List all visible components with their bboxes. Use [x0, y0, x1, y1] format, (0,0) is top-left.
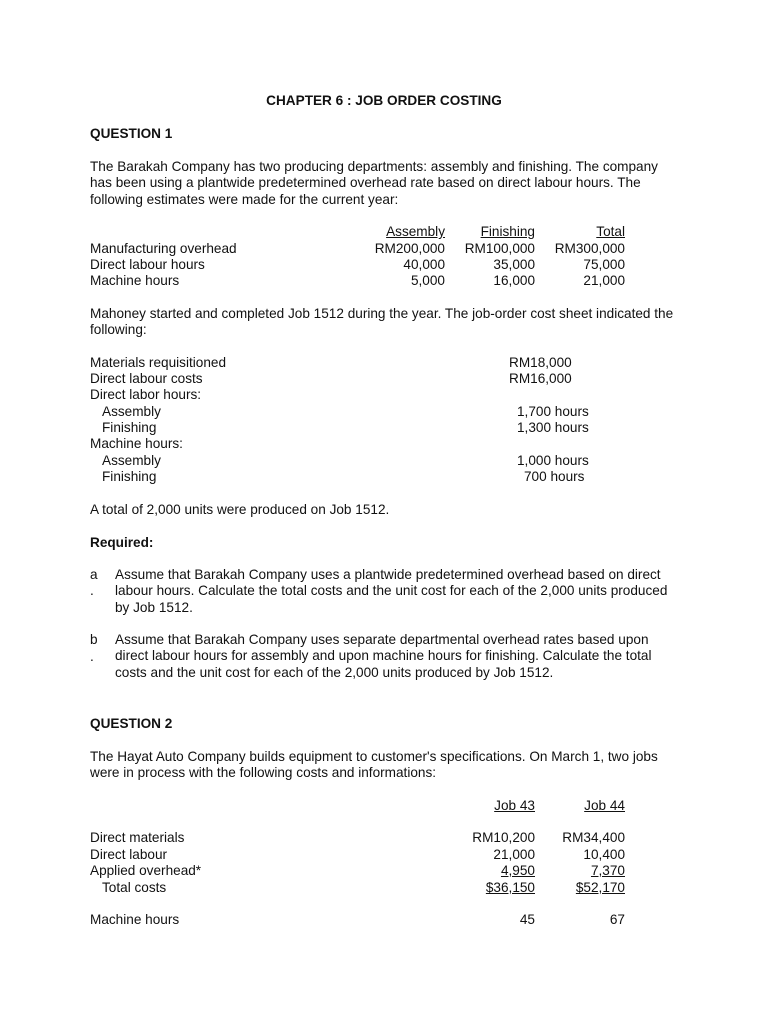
- job-table-cell: $52,170: [575, 880, 625, 895]
- cost-sheet-label: Finishing: [102, 420, 157, 435]
- job-table-cell: 7,370: [590, 863, 625, 878]
- requirement-b-marker: b: [90, 632, 98, 647]
- cost-sheet-label: Materials requisitioned: [90, 355, 227, 370]
- cost-sheet-label: Assembly: [102, 404, 161, 419]
- job-table-cell: 10,400: [583, 847, 625, 862]
- question-2-intro: The Hayat Auto Company builds equipment to customer's specifications. On March 1, two jobs were in process with the following costs and informations:: [90, 749, 658, 781]
- cost-sheet-value: 700 hours: [524, 469, 585, 484]
- cost-sheet-value: 1,000 hours: [517, 453, 589, 468]
- estimates-header-total: Total: [596, 224, 625, 239]
- question-2-heading: QUESTION 2: [90, 716, 173, 731]
- page-title: CHAPTER 6 : JOB ORDER COSTING: [266, 93, 502, 108]
- requirement-a-marker: a: [90, 567, 98, 582]
- requirement-b-dot: .: [90, 649, 94, 664]
- units-produced-text: A total of 2,000 units were produced on Job 1512.: [90, 502, 390, 517]
- estimates-cell: RM100,000: [464, 241, 535, 256]
- cost-sheet-label: Assembly: [102, 453, 161, 468]
- estimates-cell: 35,000: [493, 257, 535, 272]
- estimates-header-assembly: Assembly: [386, 224, 445, 239]
- job-44-header: Job 44: [584, 798, 625, 813]
- estimates-row-label: Manufacturing overhead: [90, 241, 237, 256]
- machine-hours-label: Machine hours: [90, 912, 180, 927]
- estimates-header-finishing: Finishing: [480, 224, 535, 239]
- estimates-cell: 21,000: [583, 273, 625, 288]
- requirement-b-text: Assume that Barakah Company uses separate departmental overhead rates based upon direct labour hours for assembly and upon machine hours for finishing. Calculate the total costs and the unit cost for each of the 2,000 units produced by Job 1512.: [115, 632, 652, 680]
- job-table-label: Direct materials: [90, 830, 185, 845]
- requirement-a-dot: .: [90, 583, 94, 598]
- estimates-cell: 5,000: [410, 273, 445, 288]
- estimates-cell: 75,000: [583, 257, 625, 272]
- estimates-cell: RM200,000: [374, 241, 445, 256]
- required-label: Required:: [90, 535, 154, 550]
- estimates-cell: 40,000: [403, 257, 445, 272]
- question-1-heading: QUESTION 1: [90, 126, 173, 141]
- question-1-intro: The Barakah Company has two producing departments: assembly and finishing. The company has been using a plantwide predetermined overhead rate based on direct labour hours. The following estimates were made for the current year:: [90, 159, 658, 207]
- cost-sheet-label: Machine hours:: [90, 436, 183, 451]
- job-table-cell: 21,000: [493, 847, 535, 862]
- job-table-cell: RM34,400: [562, 830, 625, 845]
- cost-sheet-label: Direct labour costs: [90, 371, 203, 386]
- estimates-row-label: Direct labour hours: [90, 257, 205, 272]
- cost-sheet-value: 1,700 hours: [517, 404, 589, 419]
- estimates-row-label: Machine hours: [90, 273, 180, 288]
- estimates-cell: RM300,000: [554, 241, 625, 256]
- job-1512-intro: Mahoney started and completed Job 1512 during the year. The job-order cost sheet indicated the following:: [90, 306, 674, 338]
- cost-sheet-value: RM18,000: [509, 355, 572, 370]
- machine-hours-cell: 45: [519, 912, 535, 927]
- job-table-cell: 4,950: [500, 863, 535, 878]
- requirement-a-text: Assume that Barakah Company uses a plantwide predetermined overhead based on direct labour hours. Calculate the total costs and the unit cost for each of the 2,000 units produced by Job 1512.: [115, 567, 668, 615]
- cost-sheet-label: Finishing: [102, 469, 157, 484]
- job-table-cell: $36,150: [485, 880, 535, 895]
- machine-hours-cell: 67: [609, 912, 625, 927]
- estimates-cell: 16,000: [493, 273, 535, 288]
- cost-sheet-value: RM16,000: [509, 371, 572, 386]
- cost-sheet-label: Direct labor hours:: [90, 387, 202, 402]
- job-table-label: Applied overhead*: [90, 863, 202, 878]
- job-43-header: Job 43: [494, 798, 535, 813]
- job-table-label: Direct labour: [90, 847, 168, 862]
- cost-sheet-value: 1,300 hours: [517, 420, 589, 435]
- job-table-label: Total costs: [102, 880, 167, 895]
- job-table-cell: RM10,200: [472, 830, 535, 845]
